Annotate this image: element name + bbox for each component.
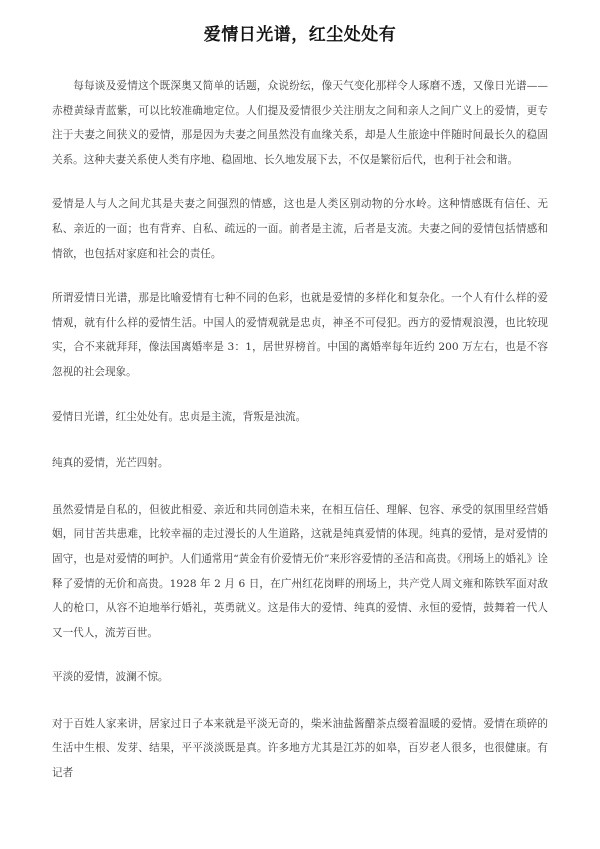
paragraph: 平淡的爱情，波澜不惊。 bbox=[52, 671, 169, 684]
paragraph: 爱情是人与人之间尤其是夫妻之间强烈的情感，这也是人类区别动物的分水岭。这种情感既有信任、无私、亲近的一面；也有背弃、自私、疏远的一面。前者是主流，后者是支流。夫妻之间的爱情包括情感和情欲，也包括对家庭和社会的责任。 bbox=[52, 198, 548, 260]
paragraph: 对于百姓人家来讲，居家过日子本来就是平淡无奇的，柴米油盐酱醋茶点缀着温暖的爱情。爱情在琐碎的生活中生根、发芽、结果，平平淡淡既是真。许多地方尤其是江苏的如皋，百岁老人很多，也很健康。有记者 bbox=[52, 717, 548, 780]
paragraph: 所谓爱情日光谱，那是比喻爱情有七种不同的色彩，也就是爱情的多样化和复杂化。一个人有什么样的爱情观，就有什么样的爱情生活。中国人的爱情观就是忠贞，神圣不可侵犯。西方的爱情观浪漫，也比较现实，合不来就拜拜，像法国离婚率是 3：1，居世界榜首。中国的离婚率每年近约 200 万左右，也是不容忽视的社会现象。 bbox=[52, 292, 548, 378]
paragraph: 每每谈及爱情这个既深奥又简单的话题，众说纷纭，像天气变化那样令人琢磨不透，又像日光谱——赤橙黄绿青蓝紫，可以比较准确地定位。人们提及爱情很少关注朋友之间和亲人之间广义上的爱情，更专注于夫妻之间狭义的爱情，那是因为夫妻之间虽然没有血缘关系，却是人生旅途中伴随时间最长久的稳固关系。这种夫妻关系使人类有序地、稳固地、长久地发展下去，不仅是繁衍后代，也利于社会和谐。 bbox=[52, 80, 548, 166]
page-title: 爱情日光谱，红尘处处有 bbox=[203, 25, 397, 45]
paragraph: 虽然爱情是自私的，但彼此相爱、亲近和共同创造未来，在相互信任、理解、包容、承受的氛围里经营婚姻，同甘苦共患难，比较幸福的走过漫长的人生道路，这就是纯真爱情的体现。纯真的爱情，是对爱情的固守，也是对爱情的呵护。人们通常用“黄金有价爱情无价”来形容爱情的圣洁和高贵。《刑场上的婚礼》诠释了爱情的无价和高贵。1928 年 2 月 6 日，在广州红花岗畔的刑场上，共产党人周文雍和陈铁军面对敌人的枪口，从容不迫地举行婚礼，英勇就义。这是伟大的爱情、纯真的爱情、永恒的爱情，鼓舞着一代人又一代人，流芳百世。 bbox=[52, 503, 548, 639]
paragraph: 纯真的爱情，光芒四射。 bbox=[52, 457, 169, 470]
paragraph: 爱情日光谱，红尘处处有。忠贞是主流，背叛是浊流。 bbox=[52, 410, 307, 423]
